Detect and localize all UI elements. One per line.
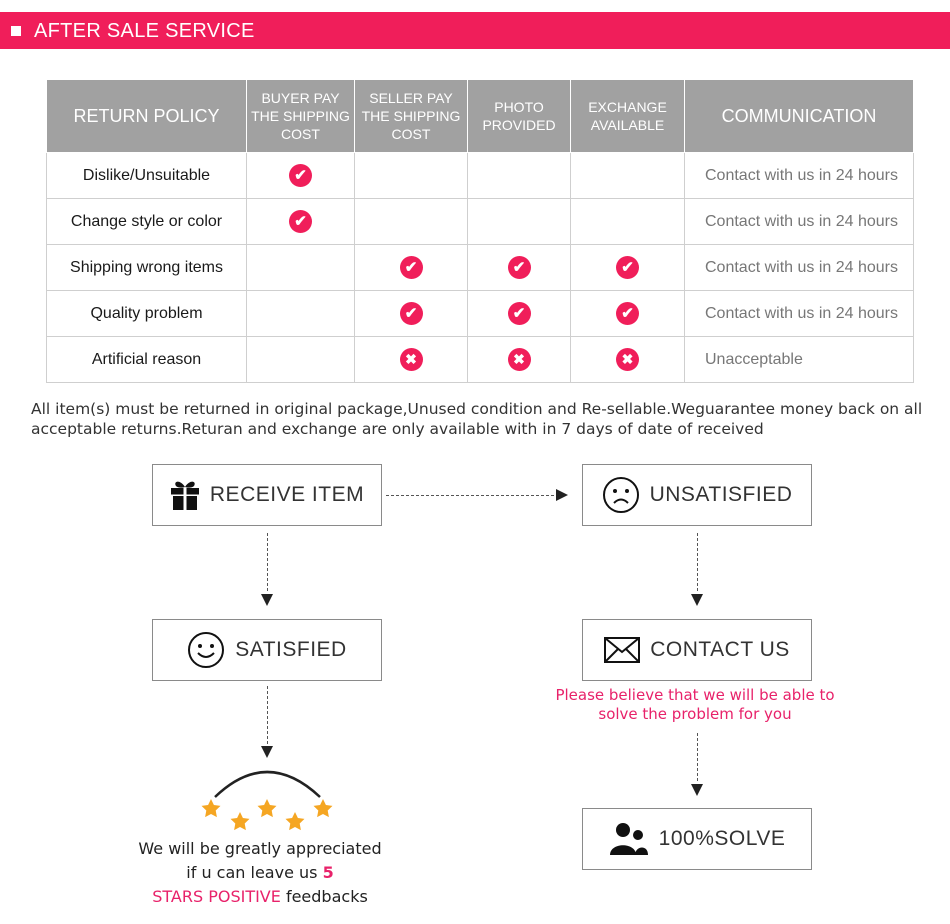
receive-item-box [152,464,382,526]
satisfied-label: SATISFIED [235,638,347,661]
contact-us-box [582,619,812,681]
square-bullet-icon [11,26,21,36]
mark-cell [247,245,355,291]
mark-cell [468,245,571,291]
feedback-stars-positive: STARS POSITIVE [152,887,281,906]
users-icon [609,822,649,856]
mark-cell [355,291,468,337]
column-header: SELLER PAY THE SHIPPING COST [355,80,468,153]
mark-cell [247,199,355,245]
connector-receive-satisfied [267,533,268,591]
row-label: Change style or color [47,199,247,245]
column-header: EXCHANGE AVAILABLE [571,80,685,153]
arrow-down-icon [261,746,273,758]
mark-cell [468,199,571,245]
check-circle-icon: ✔ [508,256,531,279]
table-header-row [47,80,914,153]
unsatisfied-label: UNSATISFIED [649,483,793,506]
feedback-line-3 [120,885,400,909]
mark-cell [571,153,685,199]
envelope-icon [604,637,640,663]
check-circle-icon: ✔ [400,302,423,325]
gift-icon [170,479,200,511]
column-header: COMMUNICATION [685,80,914,153]
return-policy-note: All item(s) must be returned in original package,Unused condition and Re-sellable.Weguarantee money back on all acceptable returns.Returan and exchange are only available with in 7 days of date of received [31,400,923,438]
smile-face-icon [187,631,225,669]
mark-cell [571,337,685,383]
arrow-down-icon [691,784,703,796]
check-circle-icon: ✔ [616,302,639,325]
communication-cell: Contact with us in 24 hours [685,291,914,337]
table-row [47,199,914,245]
arrow-down-icon [691,594,703,606]
check-circle-icon: ✔ [289,164,312,187]
check-circle-icon: ✔ [289,210,312,233]
feedback-line-1: We will be greatly appreciated [138,839,382,858]
contact-note: Please believe that we will be able to solve the problem for you [555,686,835,723]
mark-cell [247,337,355,383]
mark-cell [571,245,685,291]
feedback-number: 5 [322,863,334,882]
mark-cell [468,337,571,383]
section-banner [0,12,950,49]
mark-cell [468,153,571,199]
column-header: RETURN POLICY [47,80,247,153]
mark-cell [571,291,685,337]
section-title: AFTER SALE SERVICE [34,20,255,42]
receive-item-label: RECEIVE ITEM [209,483,365,506]
check-circle-icon: ✔ [508,302,531,325]
arrow-right-icon [556,489,568,501]
communication-cell: Contact with us in 24 hours [685,199,914,245]
table-row [47,291,914,337]
feedback-post: feedbacks [285,887,368,906]
row-label: Artificial reason [47,337,247,383]
cross-circle-icon: ✖ [616,348,639,371]
check-circle-icon: ✔ [400,256,423,279]
row-label: Dislike/Unsuitable [47,153,247,199]
mark-cell [247,291,355,337]
connector-contact-solve [697,733,698,781]
mark-cell [355,153,468,199]
arrow-down-icon [261,594,273,606]
table-row [47,245,914,291]
connector-satisfied-stars [267,686,268,744]
communication-cell: Unacceptable [685,337,914,383]
solve-label: 100%SOLVE [658,827,786,850]
cross-circle-icon: ✖ [400,348,423,371]
connector-receive-unsatisfied [386,495,554,496]
mark-cell [355,199,468,245]
solve-box [582,808,812,870]
communication-cell: Contact with us in 24 hours [685,245,914,291]
mark-cell [355,337,468,383]
five-stars-icon [195,765,340,835]
cross-circle-icon: ✖ [508,348,531,371]
mark-cell [468,291,571,337]
communication-cell: Contact with us in 24 hours [685,153,914,199]
table-row [47,153,914,199]
mark-cell [571,199,685,245]
row-label: Shipping wrong items [47,245,247,291]
return-policy-table [46,79,914,383]
satisfied-box [152,619,382,681]
table-body [47,153,914,383]
mark-cell [247,153,355,199]
row-label: Quality problem [47,291,247,337]
feedback-line-2 [120,861,400,885]
mark-cell [355,245,468,291]
column-header: PHOTO PROVIDED [468,80,571,153]
feedback-text [120,837,400,909]
sad-face-icon [602,476,640,514]
column-header: BUYER PAY THE SHIPPING COST [247,80,355,153]
connector-unsatisfied-contact [697,533,698,591]
check-circle-icon: ✔ [616,256,639,279]
unsatisfied-box [582,464,812,526]
contact-us-label: CONTACT US [650,638,790,661]
feedback-line-2-text: if u can leave us [186,863,318,882]
table-row [47,337,914,383]
